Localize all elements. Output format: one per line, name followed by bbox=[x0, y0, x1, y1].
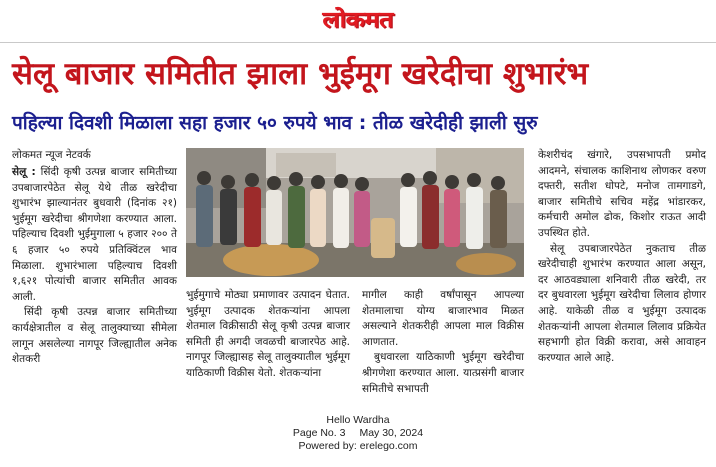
article-paragraph: सिंदी कृषी उत्पन्न बाजार समितीच्या कार्यक्षेत्रातील व सेलू तालुक्याच्या सीमेला लागून असलेल्या नागपूर जिल्ह्यातील अनेक शेतकरी bbox=[12, 306, 177, 366]
powered-by: Powered by: erelego.com bbox=[298, 440, 418, 452]
publish-date: May 30, 2024 bbox=[359, 427, 424, 439]
article-column-1 bbox=[12, 148, 177, 368]
article-photo bbox=[186, 148, 524, 277]
paragraph-text: सिंदी कृषी उत्पन्न बाजार समितीच्या उपबाजारपेठेत सेलू येथे तीळ खरेदीचा शुभारंभ झाल्यानंतर बुधवारी (दिनांक २१) भुईमूग खरेदीचा श्रीगणेशा करण्यात आला. पहिल्याच दिवशी भुईमुगाला ५ हजार २०० ते ६ हजार ५० रुपये प्रतिक्विंटल भाव मिळाला. शुभारंभाला पहिल्याच दिवशी १,६२१ पोत्यांची बाजार समितीत आवक आली. bbox=[12, 166, 177, 303]
article-paragraph: भुईमुगाचे मोठ्या प्रमाणावर उत्पादन घेतात. भुईमूग उत्पादक शेतकऱ्यांना आपला शेतमाल विक्रीसाठी सेलू कृषी उत्पन्न बाजार समिती ही अगदी जवळची बाजारपेठ आहे. नागपूर जिल्ह्यासह सेलू तालुक्यातील भुईमूग याठिकाणी विक्रीस येतो. शेतकऱ्यांना bbox=[186, 289, 350, 379]
page-number: Page No. 3 bbox=[292, 427, 346, 439]
page-info bbox=[0, 427, 716, 440]
byline: लोकमत न्यूज नेटवर्क bbox=[12, 149, 91, 161]
article-paragraph: केशरीचंद खंगारे, उपसभापती प्रमोद आदमने, संचालक काशिनाथ लोणकर वरुण दफ्तरी, सतीश धोपटे, मनोज तामगाडगे, बाजार समितीचे सचिव महेंद्र भांडारकर, कर्मचारी अमोल ढोक, किशोर राऊत आदी उपस्थित होते. bbox=[538, 149, 706, 239]
article-paragraph: सेलू उपबाजारपेठेत नुकताच तीळ खरेदीचाही शुभारंभ करण्यात आला असून, दर आठवड्याला शनिवारी तीळ खरेदी, तर दर बुधवारला भुईमूग खरेदीचा लिलाव होणार आहे. याकेळी तीळ व भुईमूग उत्पादक शेतकऱ्यांनी आपला शेतमाल लिलाव प्रक्रियेत सहभागी होत विक्री करावा, असे आवाहन करण्यात आले आहे. bbox=[538, 242, 706, 364]
article-paragraph: मागील काही वर्षांपासून आपल्या शेतमालाचा योग्य बाजारभाव मिळत असल्याने शेतकरीही आपला माल विक्रीस आणतात. bbox=[362, 289, 524, 348]
article-column-2 bbox=[186, 288, 350, 382]
page-footer bbox=[0, 414, 716, 453]
newspaper-logo: लोकमत bbox=[322, 8, 394, 33]
article-column-3 bbox=[362, 288, 524, 397]
article-column-4 bbox=[538, 148, 706, 366]
subheadline: पहिल्या दिवशी मिळाला सहा हजार ५० रुपये भाव : तीळ खरेदीही झाली सुरु bbox=[12, 112, 538, 134]
header-divider bbox=[0, 42, 716, 43]
masthead bbox=[0, 8, 716, 34]
headline: सेलू बाजार समितीत झाला भुईमूग खरेदीचा शुभारंभ bbox=[12, 56, 589, 92]
edition-name: Hello Wardha bbox=[326, 414, 390, 426]
article-paragraph bbox=[12, 165, 177, 305]
article-paragraph: बुधवारला याठिकाणी भुईमूग खरेदीचा श्रीगणेशा करण्यात आला. यात्प्रसंगी बाजार समितीचे सभापती bbox=[362, 351, 524, 395]
dateline: सेलू : bbox=[12, 166, 36, 178]
